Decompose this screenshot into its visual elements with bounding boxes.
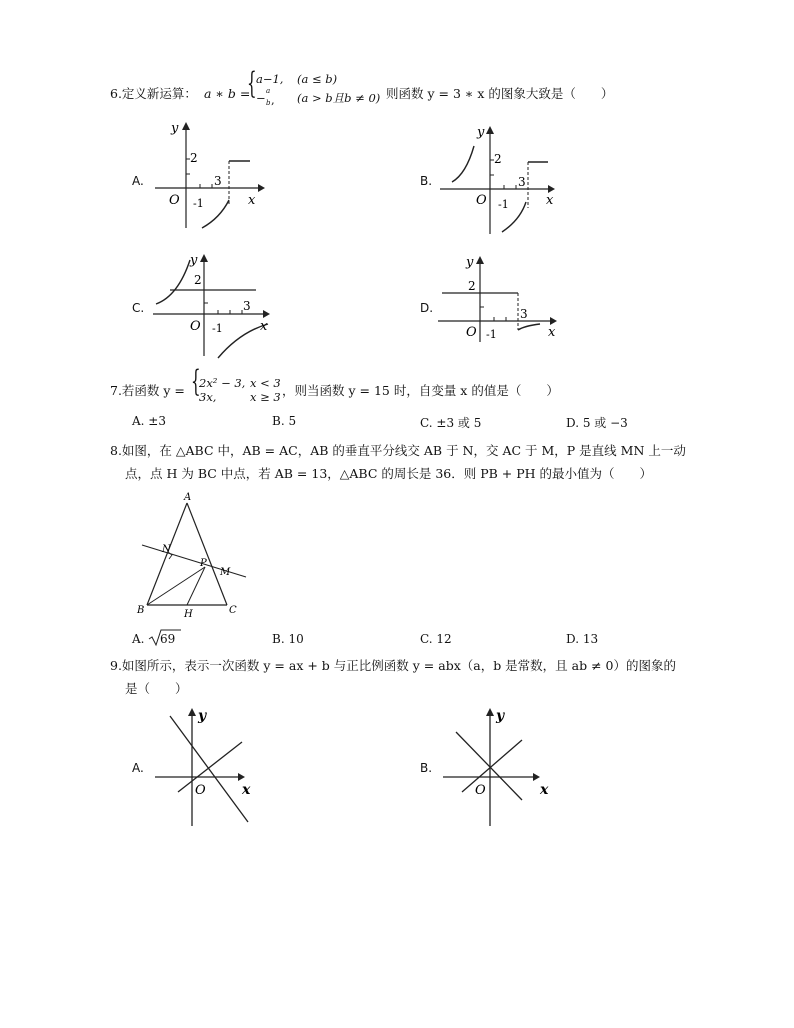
origin-label: O: [190, 319, 201, 334]
branch-curve: [518, 324, 540, 330]
q6-case2-comma: ,: [271, 93, 275, 107]
q7-rest: ，则当函数 y = 15 时，自变量 x 的值是（ ）: [282, 383, 559, 398]
y-axis-arrow-icon: [486, 708, 494, 716]
label-neg1: -1: [212, 322, 223, 335]
q6-brace: {: [247, 66, 257, 101]
x-label: x: [260, 319, 268, 334]
label-2: 2: [190, 151, 198, 165]
branch-left-curve: [156, 260, 190, 304]
q9-option-b-label[interactable]: B.: [420, 761, 433, 775]
y-label: y: [477, 125, 485, 140]
q7-option-c[interactable]: C. ±3 或 5: [420, 416, 482, 430]
x-label: x: [248, 193, 256, 208]
x-axis-arrow-icon: [550, 317, 557, 325]
q7-cond2: x ≥ 3: [250, 390, 281, 404]
x-label: x: [540, 782, 549, 798]
x-axis-arrow-icon: [258, 184, 265, 192]
x-axis-arrow-icon: [533, 773, 540, 781]
q6-case2-den: b: [266, 99, 271, 107]
q7-brace: {: [191, 364, 201, 399]
line-decreasing: [170, 716, 248, 822]
q6-rest: 则函数 y = 3 ∗ x 的图象大致是（ ）: [386, 86, 614, 101]
q6-option-d-label[interactable]: D.: [420, 301, 434, 315]
label-neg1: -1: [193, 197, 204, 210]
q6-case1: a−1,: [256, 72, 284, 86]
label-h: H: [184, 609, 193, 620]
q6-case2-sign: −: [256, 91, 266, 105]
label-n: N: [162, 544, 171, 555]
q9-graph-b: [438, 702, 558, 830]
y-axis-arrow-icon: [476, 256, 484, 264]
q9-line1: 9.如图所示，表示一次函数 y = ax + b 与正比例函数 y = abx（a，b 是常数，且 ab ≠ 0）的图象的: [110, 658, 676, 673]
x-label: x: [546, 193, 554, 208]
label-m: M: [220, 567, 231, 578]
label-c: C: [229, 605, 237, 616]
q6-option-c-label[interactable]: C.: [132, 301, 145, 315]
q8-option-a-prefix[interactable]: A.: [132, 632, 145, 646]
q6-option-b-label[interactable]: B.: [420, 174, 433, 188]
q6-graph-c: [148, 248, 278, 363]
origin-label: O: [475, 783, 486, 798]
q8-option-b[interactable]: B. 10: [272, 632, 304, 646]
side-ac: [187, 503, 227, 605]
q7-case1: 2x² − 3,: [199, 376, 246, 390]
y-label: y: [171, 121, 179, 136]
x-axis-arrow-icon: [238, 773, 245, 781]
origin-label: O: [169, 193, 180, 208]
q6-option-a-label[interactable]: A.: [132, 174, 144, 188]
label-2: 2: [194, 273, 202, 287]
x-axis-arrow-icon: [263, 310, 270, 318]
label-neg1: -1: [486, 328, 497, 341]
q6-graph-a: [150, 118, 270, 230]
origin-label: O: [476, 193, 487, 208]
x-label: x: [242, 782, 251, 798]
q7-option-b[interactable]: B. 5: [272, 414, 297, 428]
branch-curve: [202, 200, 229, 228]
origin-label: O: [466, 325, 477, 340]
label-a: A: [184, 492, 192, 503]
q6-cond1: (a ≤ b): [297, 72, 338, 86]
q6-case2-num: a: [266, 87, 271, 95]
x-label: x: [548, 325, 556, 340]
q8-option-d[interactable]: D. 13: [566, 632, 599, 646]
q6-graph-d: [434, 250, 564, 362]
q6-cond2: (a > b且b ≠ 0): [297, 91, 381, 105]
label-neg1: -1: [498, 198, 509, 211]
y-axis-arrow-icon: [486, 126, 494, 134]
y-label: y: [198, 708, 207, 724]
label-p: P: [200, 558, 207, 569]
q9-graph-a: [150, 702, 270, 830]
y-axis-arrow-icon: [188, 708, 196, 716]
branch-left-curve: [452, 146, 474, 182]
q7-option-a[interactable]: A. ±3: [132, 414, 166, 428]
q9-option-a-label[interactable]: A.: [132, 761, 144, 775]
q9-line2: 是（ ）: [125, 681, 188, 696]
label-b: B: [137, 605, 145, 616]
label-2: 2: [468, 279, 476, 293]
label-3: 3: [518, 175, 526, 189]
line-mn: [142, 545, 246, 577]
q7-case2: 3x,: [199, 390, 217, 404]
y-axis-arrow-icon: [200, 254, 208, 262]
q7-prefix: 7.若函数 y =: [110, 383, 185, 398]
q8-option-a-value[interactable]: 69: [160, 632, 176, 646]
label-3: 3: [214, 174, 222, 188]
q6-lhs: a ∗ b =: [204, 86, 251, 101]
q6-prefix: 6.定义新运算：: [110, 86, 197, 101]
line-increasing: [178, 742, 242, 792]
q8-triangle-figure: [130, 490, 260, 620]
x-axis-arrow-icon: [548, 185, 555, 193]
y-label: y: [496, 708, 505, 724]
y-label: y: [190, 253, 198, 268]
line-decreasing: [456, 732, 522, 800]
label-3: 3: [520, 307, 528, 321]
origin-label: O: [195, 783, 206, 798]
label-2: 2: [494, 152, 502, 166]
label-3: 3: [243, 299, 251, 313]
q8-option-c[interactable]: C. 12: [420, 632, 452, 646]
y-axis-arrow-icon: [182, 122, 190, 130]
q6-graph-b: [436, 124, 561, 236]
q7-cond1: x < 3: [250, 376, 281, 390]
q8-line2: 点，点 H 为 BC 中点，若 AB = 13，△ABC 的周长是 36．则 PB + PH 的最小值为（ ）: [125, 466, 653, 481]
q7-option-d[interactable]: D. 5 或 −3: [566, 416, 628, 430]
y-label: y: [466, 255, 474, 270]
q8-line1: 8.如图，在 △ABC 中，AB = AC，AB 的垂直平分线交 AB 于 N，交 AC 于 M，P 是直线 MN 上一动: [110, 443, 686, 458]
